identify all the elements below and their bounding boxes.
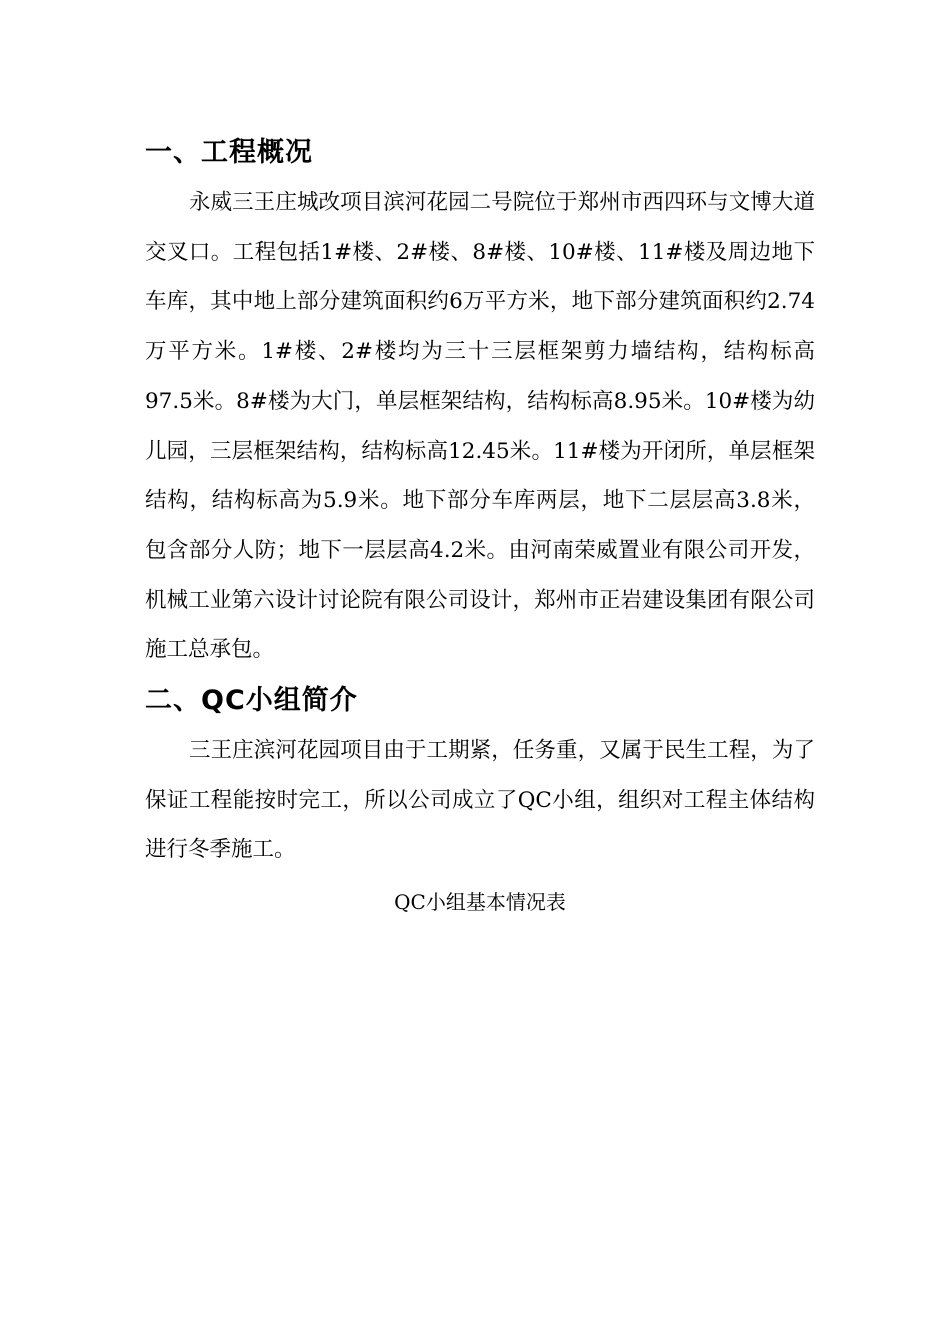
section-heading-project-overview: 一、工程概况	[145, 137, 313, 168]
qc-group-intro-paragraph: 三王庄滨河花园项目由于工期紧，任务重，又属于民生工程，为了保证工程能按时完工，所以公司成立了QC小组，组织对工程主体结构进行冬季施工。	[145, 738, 815, 863]
section-heading-qc-group-intro: 二、QC小组简介	[145, 685, 358, 717]
document-body	[145, 128, 815, 925]
table-caption: QC小组基本情况表	[394, 890, 566, 915]
project-overview-paragraph: 永威三王庄城改项目滨河花园二号院位于郑州市西四环与文博大道交叉口。工程包括1#楼、2#楼、8#楼、10#楼、11#楼及周边地下车库，其中地上部分建筑面积约6万平方米，地下部分建筑面积约2.74万平方米。1#楼、2#楼均为三十三层框架剪力墙结构，结构标高97.5米。8#楼为大门，单层框架结构，结构标高8.95米。10#楼为幼儿园，三层框架结构，结构标高12.45米。11#楼为开闭所，单层框架结构，结构标高为5.9米。地下部分车库两层，地下二层层高3.8米，包含部分人防；地下一层层高4.2米。由河南荣威置业有限公司开发，机械工业第六设计讨论院有限公司设计，郑州市正岩建设集团有限公司施工总承包。	[145, 190, 815, 663]
